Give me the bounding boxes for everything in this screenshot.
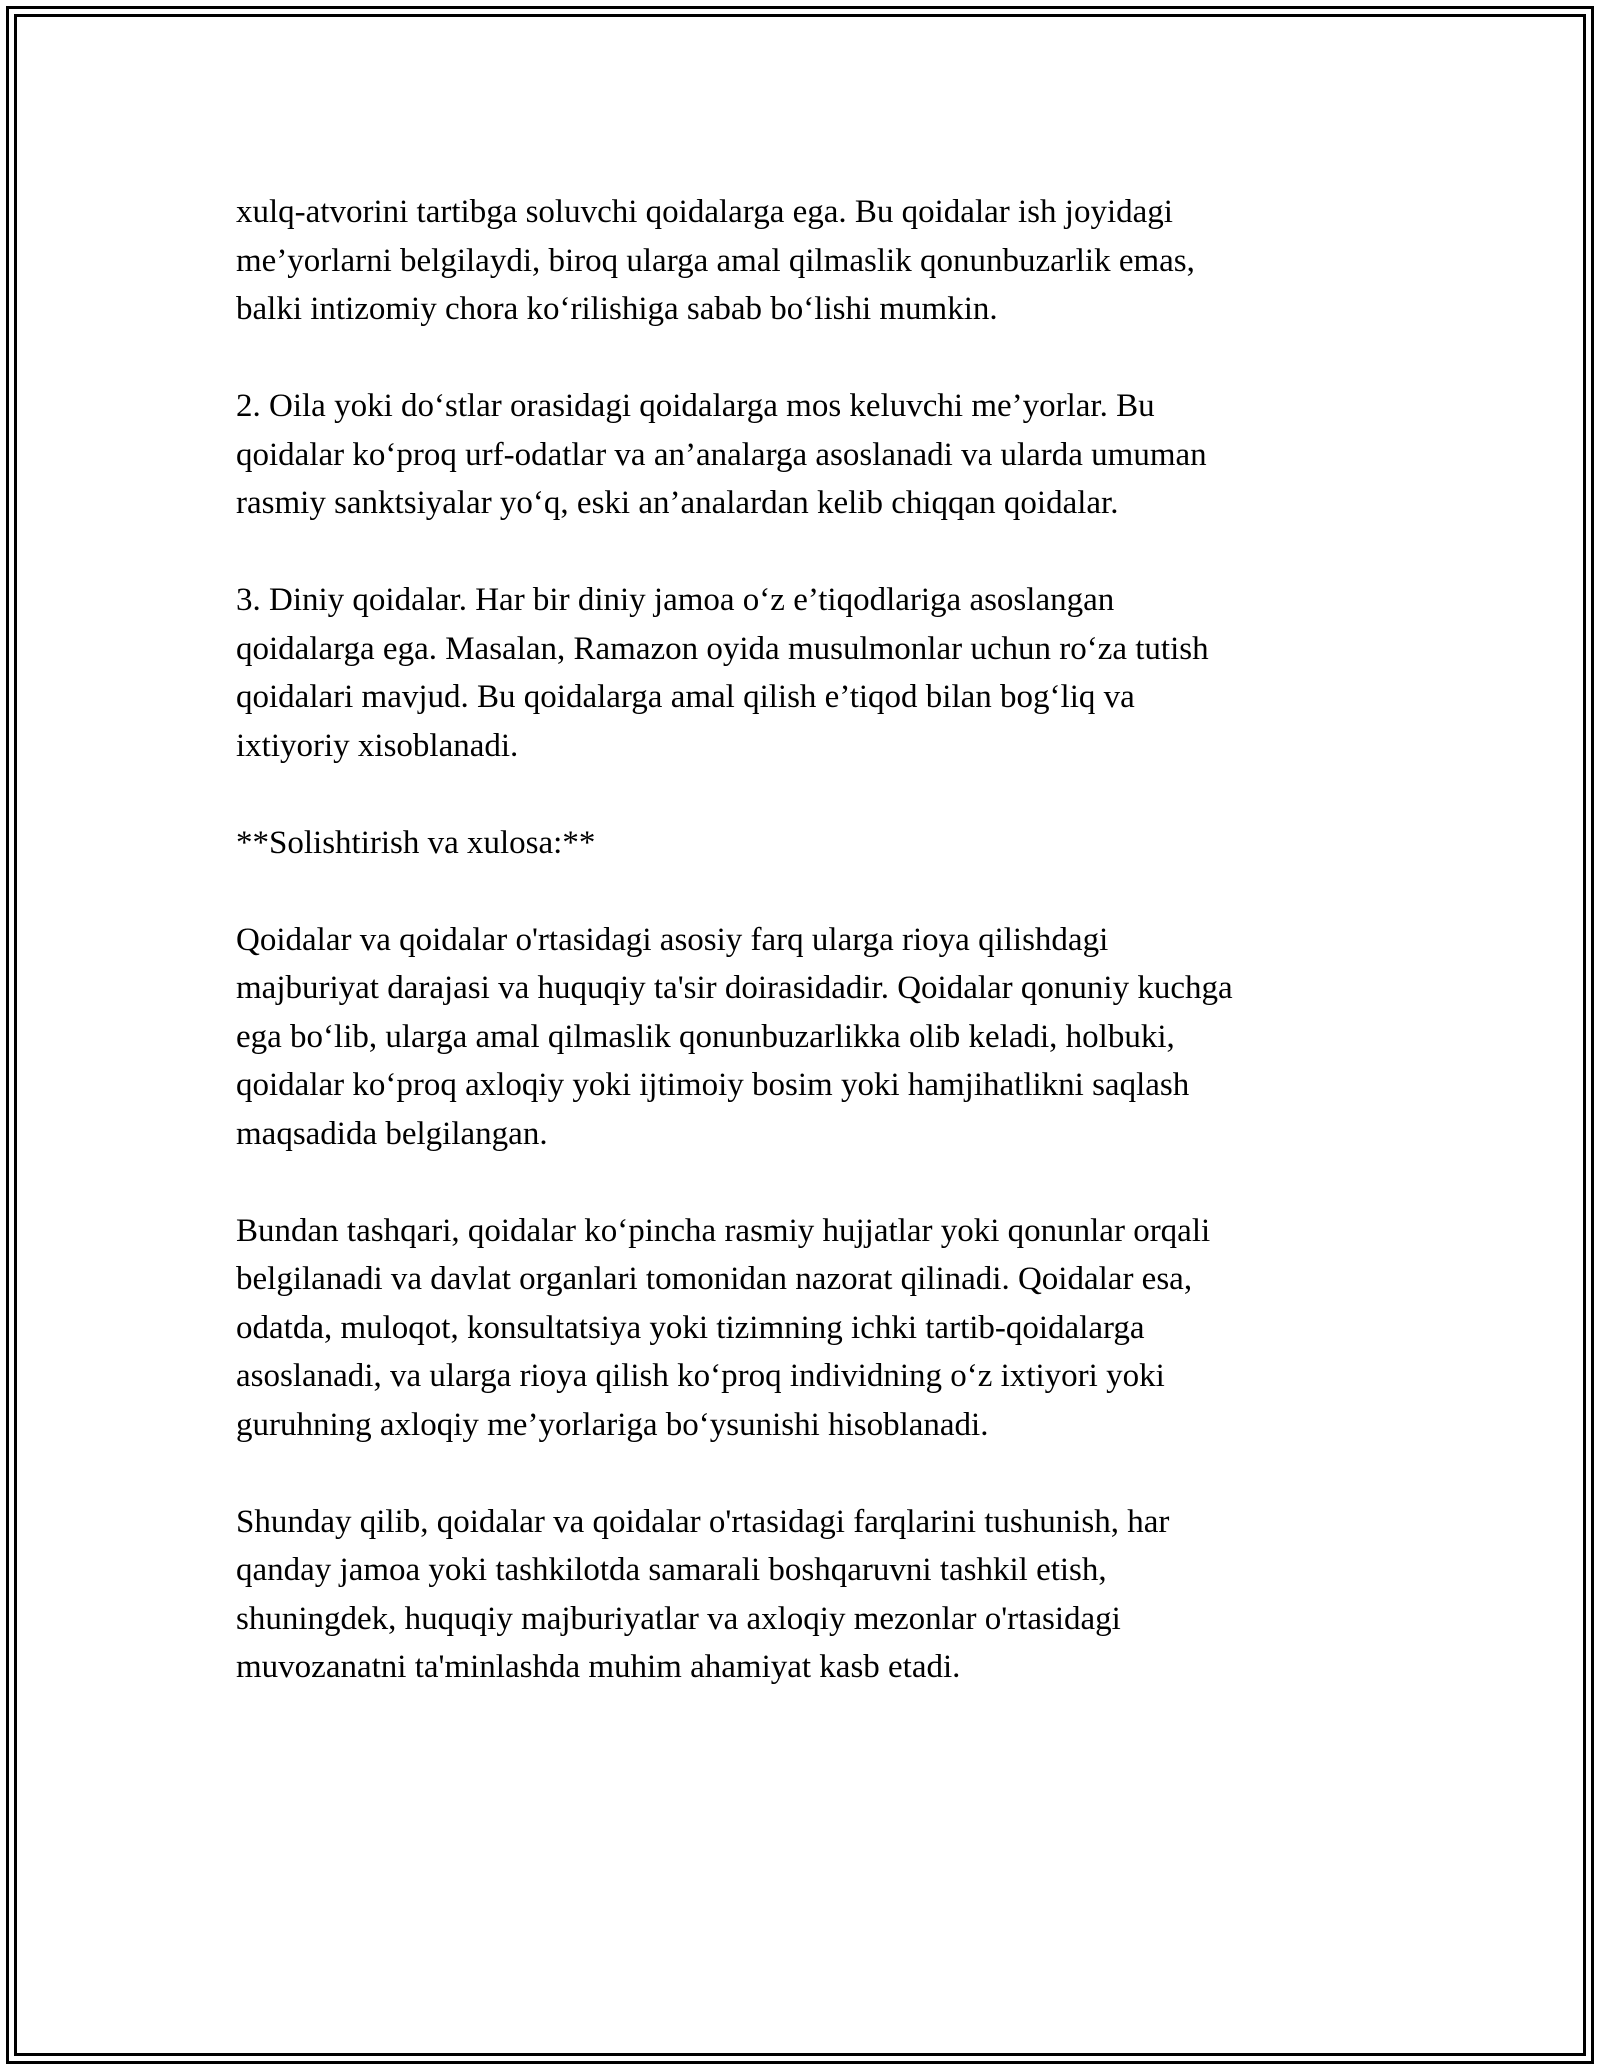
text-line: majburiyat darajasi va huquqiy ta'sir doirasidadir. Qoidalar qonuniy kuchga bbox=[236, 970, 1233, 1006]
paragraph-family-friends-rules bbox=[236, 382, 1366, 528]
text-line: Bundan tashqari, qoidalar ko‘pincha rasmiy hujjatlar yoki qonunlar orqali bbox=[236, 1212, 1211, 1249]
paragraph-workplace-rules bbox=[236, 188, 1366, 334]
text-line: odatda, muloqot, konsultatsiya yoki tizimning ichki tartib-qoidalarga bbox=[236, 1309, 1145, 1346]
text-line: shuningdek, huquqiy majburiyatlar va axloqiy mezonlar o'rtasidagi bbox=[236, 1600, 1121, 1637]
heading-text: **Solishtirish va xulosa:** bbox=[236, 824, 596, 861]
text-line: qoidalar ko‘proq axloqiy yoki ijtimoiy bosim yoki hamjihatlikni saqlash bbox=[236, 1067, 1190, 1103]
text-line: qoidalarga ega. Masalan, Ramazon oyida musulmonlar uchun ro‘za tutish bbox=[236, 630, 1209, 667]
text-line: qoidalari mavjud. Bu qoidalarga amal qilish e’tiqod bilan bog‘liq va bbox=[236, 679, 1135, 715]
text-line: xulq-atvorini tartibga soluvchi qoidalarga ega. Bu qoidalar ish joyidagi bbox=[236, 194, 1173, 230]
text-line: guruhning axloqiy me’yorlariga bo‘ysunishi hisoblanadi. bbox=[236, 1406, 989, 1443]
text-line: rasmiy sanktsiyalar yo‘q, eski an’analardan kelib chiqqan qoidalar. bbox=[236, 485, 1119, 521]
text-line: Qoidalar va qoidalar o'rtasidagi asosiy farq ularga rioya qilishdagi bbox=[236, 921, 1109, 958]
text-line: muvozanatni ta'minlashda muhim ahamiyat kasb etadi. bbox=[236, 1649, 961, 1685]
text-line: 2. Oila yoki do‘stlar orasidagi qoidalarga mos keluvchi me’yorlar. Bu bbox=[236, 388, 1155, 424]
text-line: me’yorlarni belgilaydi, biroq ularga amal qilmaslik qonunbuzarlik emas, bbox=[236, 242, 1195, 279]
document-body bbox=[236, 188, 1366, 1692]
text-line: balki intizomiy chora ko‘rilishiga sabab bo‘lishi mumkin. bbox=[236, 291, 998, 327]
text-line: 3. Diniy qoidalar. Har bir diniy jamoa o‘z e’tiqodlariga asoslangan bbox=[236, 582, 1115, 618]
paragraph-conclusion bbox=[236, 1498, 1366, 1692]
text-line: maqsadida belgilangan. bbox=[236, 1115, 548, 1152]
section-heading-comparison bbox=[236, 819, 1366, 868]
text-line: qanday jamoa yoki tashkilotda samarali boshqaruvni tashkil etish, bbox=[236, 1552, 1107, 1588]
paragraph-religious-rules bbox=[236, 576, 1366, 770]
paragraph-main-difference bbox=[236, 916, 1366, 1159]
text-line: belgilanadi va davlat organlari tomonidan nazorat qilinadi. Qoidalar esa, bbox=[236, 1261, 1193, 1297]
paragraph-additional-difference bbox=[236, 1207, 1366, 1450]
text-line: ixtiyoriy xisoblanadi. bbox=[236, 727, 519, 764]
text-line: asoslanadi, va ularga rioya qilish ko‘proq individning o‘z ixtiyori yoki bbox=[236, 1358, 1165, 1394]
text-line: Shunday qilib, qoidalar va qoidalar o'rtasidagi farqlarini tushunish, har bbox=[236, 1503, 1170, 1540]
text-line: ega bo‘lib, ularga amal qilmaslik qonunbuzarlikka olib keladi, holbuki, bbox=[236, 1018, 1175, 1055]
text-line: qoidalar ko‘proq urf-odatlar va an’analarga asoslanadi va ularda umuman bbox=[236, 436, 1207, 473]
